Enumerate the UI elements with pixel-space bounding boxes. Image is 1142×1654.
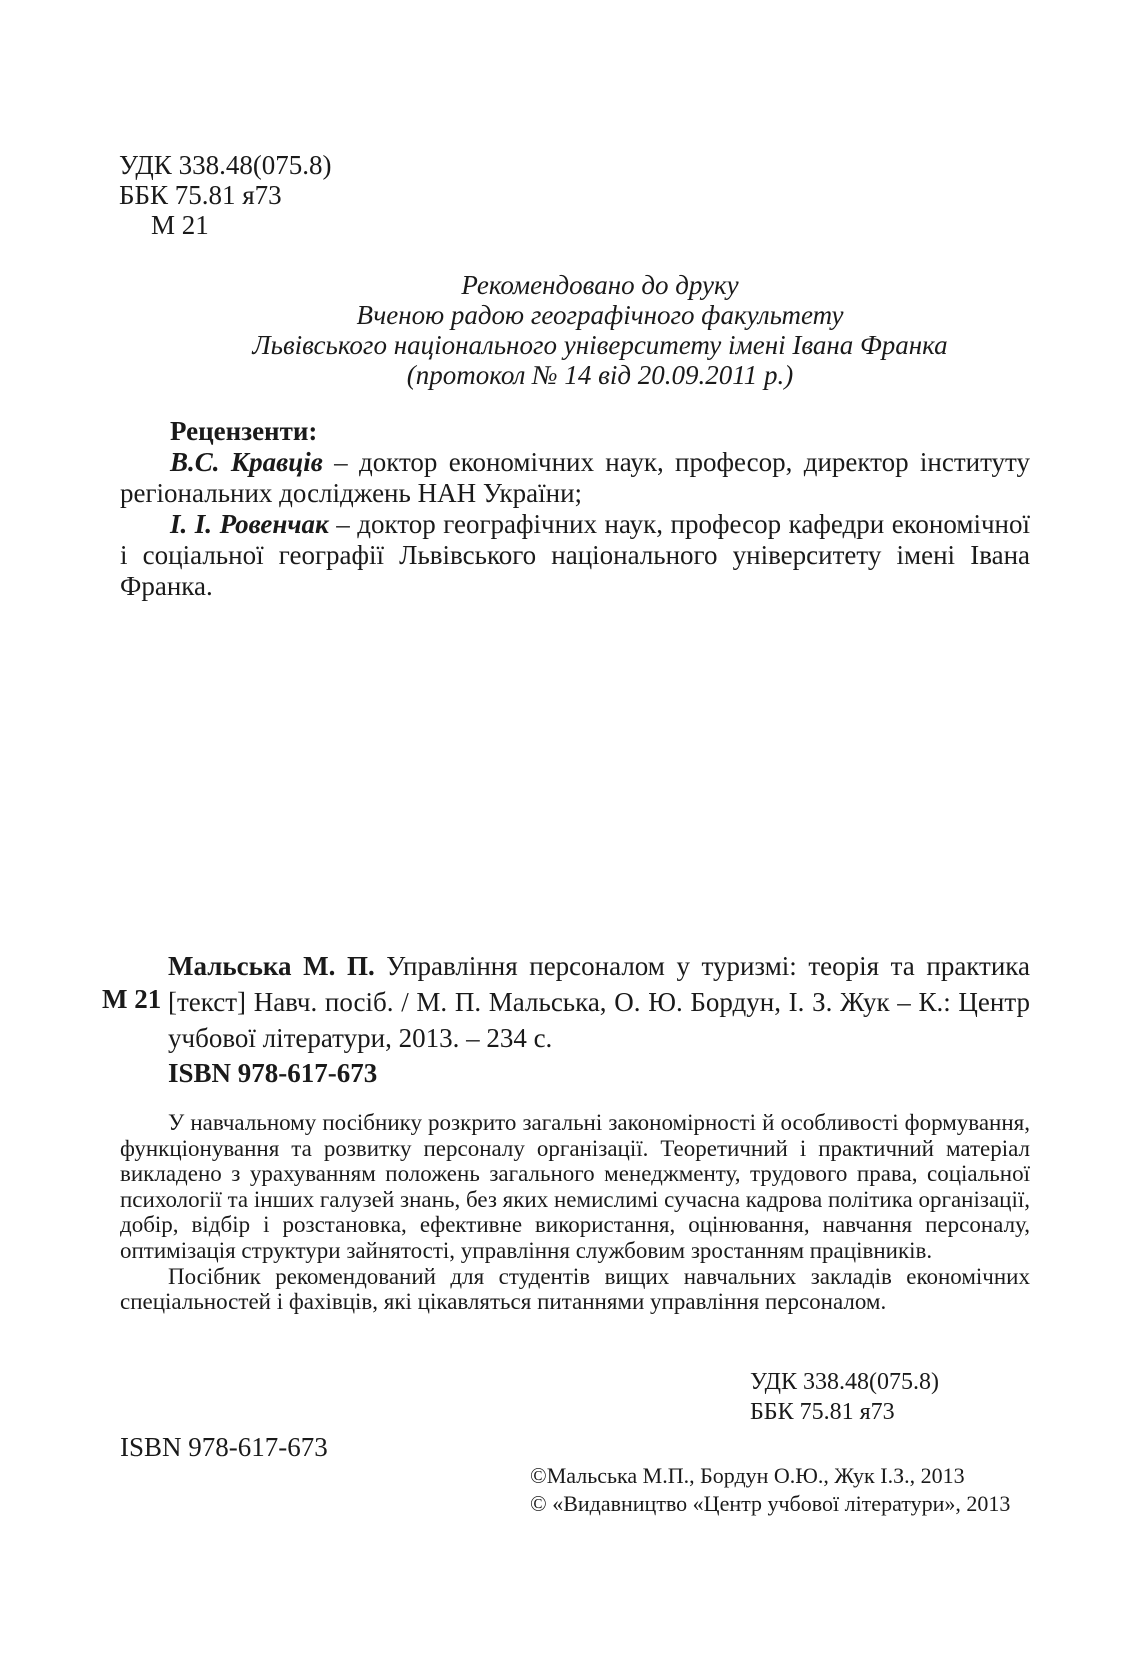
reviewer-entry xyxy=(120,509,1030,602)
isbn-bold: ISBN 978-617-673 xyxy=(168,1058,378,1088)
top-classification-codes xyxy=(119,150,332,240)
reviewer-name: І. І. Ровенчак xyxy=(170,509,329,539)
reviewer-entry xyxy=(120,447,1030,509)
print-recommendation xyxy=(200,270,1000,390)
reviewers-heading: Рецензенти: xyxy=(170,416,318,446)
catalog-entry xyxy=(168,948,1030,1056)
copyright-line: ©Мальська М.П., Бордун О.Ю., Жук І.З., 2013 xyxy=(530,1463,965,1488)
catalog-author: Мальська М. П. xyxy=(168,951,375,981)
recommendation-line: Рекомендовано до друку xyxy=(461,270,739,300)
bbk-code: ББК 75.81 я73 xyxy=(119,180,282,210)
catalog-description: Управління персоналом у туризмі: теорія та практика [текст] Навч. посіб. / М. П. Мальська, О. Ю. Бордун, І. З. Жук – К.: Центр учбової літератури, 2013. – 234 с. xyxy=(168,951,1031,1053)
recommendation-line: (протокол № 14 від 20.09.2011 р.) xyxy=(406,360,794,390)
abstract-paragraph: У навчальному посібнику розкрито загальні закономірності й особливості формування, функціонування та розвитку персоналу організації. Теоретичний і практичний матеріал викладено з урахуванням положень загального менеджменту, трудового права, соціальної психології та інших галузей знань, без яких немислимі сучасна кадрова політика організації, добір, відбір і розстановка, ефективне використання, оцінювання, навчання персоналу, оптимізація структури зайнятості, управління службовим зростанням працівників. xyxy=(120,1110,1030,1263)
bottom-classification-codes xyxy=(750,1367,939,1427)
reviewers-block xyxy=(120,416,1030,602)
isbn-plain: ISBN 978-617-673 xyxy=(120,1432,328,1462)
reviewer-description: – доктор географічних наук, професор кафедри економічної і соціальної географії Львівського національного університету імені Івана Франка. xyxy=(120,509,1030,601)
udk-code: УДК 338.48(075.8) xyxy=(119,150,332,180)
udk-code: УДК 338.48(075.8) xyxy=(750,1369,939,1395)
reviewer-description: – доктор економічних наук, професор, директор інституту регіональних досліджень НАН України; xyxy=(120,447,1030,508)
abstract xyxy=(120,1110,1030,1315)
copyright-block xyxy=(530,1462,1010,1518)
copyright-line: © «Видавництво «Центр учбової літератури», 2013 xyxy=(530,1491,1011,1516)
abstract-paragraph: Посібник рекомендований для студентів вищих навчальних закладів економічних спеціальностей і фахівців, які цікавляться питаннями управління персоналом. xyxy=(120,1263,1030,1315)
author-mark: М 21 xyxy=(151,210,209,240)
reviewer-name: В.С. Кравців xyxy=(170,447,323,477)
bbk-code: ББК 75.81 я73 xyxy=(750,1399,895,1425)
catalog-code: М 21 xyxy=(102,984,162,1014)
recommendation-line: Львівського національного університету імені Івана Франка xyxy=(252,330,948,360)
recommendation-line: Вченою радою географічного факультету xyxy=(356,300,844,330)
